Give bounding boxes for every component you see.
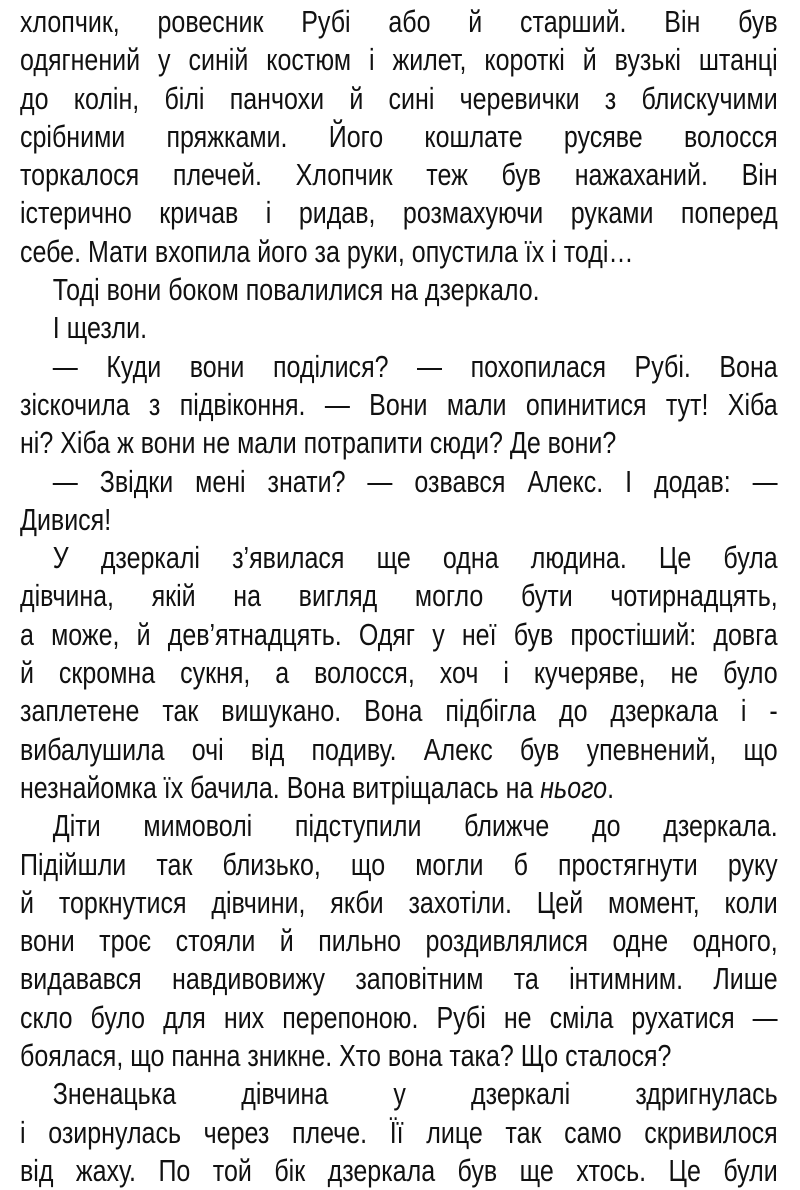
text-line-content: Діти мимоволі підступили ближче до дзеркала. — [52, 809, 778, 844]
paragraph-start-line — [20, 1075, 778, 1113]
text-line-content: дівчина, якій на вигляд могло бути чотирнадцять, — [20, 579, 778, 614]
text-line — [20, 999, 778, 1037]
text-line — [20, 1114, 778, 1152]
text-line-content: ні? Хіба ж вони не мали потрапити сюди? Де вони? — [20, 426, 617, 461]
paragraph-start-line — [20, 539, 778, 577]
text-line — [20, 80, 778, 118]
text-segment: незнайомка їх бачила. Вона витріщалась на — [20, 770, 541, 805]
text-line-content: заплетене так вишукано. Вона підбігла до дзеркала і - — [20, 694, 778, 729]
text-line-content: боялася, що панна зникне. Хто вона така? Що сталося? — [20, 1039, 672, 1074]
paragraph-start-line — [20, 271, 778, 309]
text-line — [20, 731, 778, 769]
paragraph-start-line — [20, 807, 778, 845]
paragraph-start-line — [20, 309, 778, 347]
text-line-content: й скромна сукня, а волосся, хоч і кучеряве, не було — [20, 656, 778, 691]
text-line — [20, 194, 778, 232]
text-line-content: істерично кричав і ридав, розмахуючи руками поперед — [20, 196, 778, 231]
text-line-content: скло було для них перепоною. Рубі не сміла рухатися — — [20, 1000, 778, 1035]
text-line-content: до колін, білі панчохи й сині черевички з блискучими — [20, 81, 778, 116]
text-line — [20, 156, 778, 194]
text-line — [20, 654, 778, 692]
text-line-content: видавався навдивовижу заповітним та інтимним. Лише — [20, 962, 778, 997]
text-line — [20, 424, 778, 462]
text-line-content: себе. Мати вхопила його за руки, опустила їх і тоді… — [20, 234, 634, 269]
text-line — [20, 846, 778, 884]
text-line — [20, 1152, 778, 1190]
text-line-content: Зненацька дівчина у дзеркалі здригнулась — [52, 1077, 778, 1112]
text-line-content: І щезли. — [52, 311, 148, 346]
paragraph-start-line — [20, 463, 778, 501]
page-text-column — [20, 3, 778, 1190]
text-line-content: торкалося плечей. Хлопчик теж був нажаханий. Він — [20, 158, 778, 193]
text-line-content — [20, 769, 778, 807]
text-line-content: срібними пряжками. Його кошлате русяве волосся — [20, 119, 778, 154]
text-line-content: — Куди вони поділися? — похопилася Рубі. Вона — [52, 349, 778, 384]
text-line-content: вибалушила очі від подиву. Алекс був упевнений, що — [20, 732, 778, 767]
text-line-content: й торкнутися дівчини, якби захотіли. Цей момент, коли — [20, 885, 778, 920]
text-line-content: хлопчик, ровесник Рубі або й старший. Він був — [20, 5, 778, 39]
text-line — [20, 616, 778, 654]
text-line-content: Тоді вони боком повалилися на дзеркало. — [52, 273, 540, 308]
text-line — [20, 1037, 778, 1075]
text-line — [20, 118, 778, 156]
text-line-content: Дивися! — [20, 502, 112, 537]
text-segment: . — [607, 770, 615, 805]
text-line — [20, 386, 778, 424]
text-line-content: і озирнулась через плече. Її лице так само скривилося — [20, 1115, 778, 1150]
text-line — [20, 233, 778, 271]
text-line-content: Підійшли так близько, що могли б простягнути руку — [20, 847, 778, 882]
text-line — [20, 960, 778, 998]
text-line-content: від жаху. По той бік дзеркала був ще хтось. Це були — [20, 1153, 778, 1188]
text-line-content: — Звідки мені знати? — озвався Алекс. І додав: — — [52, 464, 778, 499]
text-line — [20, 692, 778, 730]
text-line-content: зіскочила з підвіконня. — Вони мали опинитися тут! Хіба — [20, 387, 778, 422]
text-line — [20, 41, 778, 79]
text-line-content: вони троє стояли й пильно роздивлялися одне одного, — [20, 924, 778, 959]
text-line — [20, 501, 778, 539]
text-line-content: У дзеркалі з’явилася ще одна людина. Це була — [52, 541, 778, 576]
text-line — [20, 3, 778, 41]
text-line-content: одягнений у синій костюм і жилет, короткі й вузькі штанці — [20, 43, 778, 78]
text-line — [20, 884, 778, 922]
text-line-content: а може, й дев’ятнадцять. Одяг у неї був простіший: довга — [20, 617, 778, 652]
text-line — [20, 922, 778, 960]
italic-emphasis: нього — [540, 770, 608, 805]
text-line — [20, 769, 778, 807]
text-line — [20, 577, 778, 615]
paragraph-start-line — [20, 348, 778, 386]
